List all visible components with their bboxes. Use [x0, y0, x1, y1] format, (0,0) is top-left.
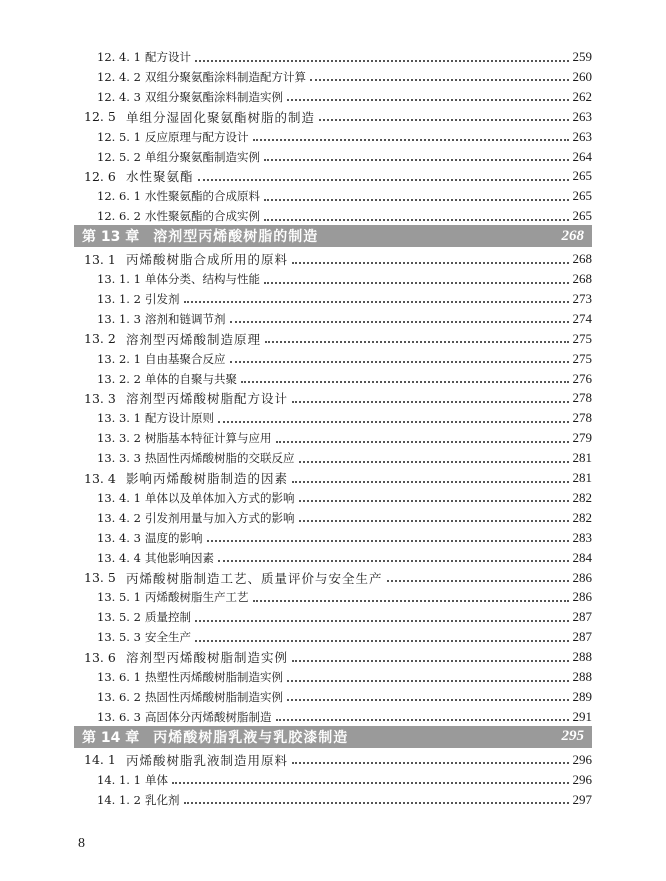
entry-title: 溶剂型丙烯酸制造原理	[126, 331, 262, 347]
entry-page: 262	[572, 88, 592, 104]
toc-subsection[interactable]	[97, 87, 592, 107]
entry-title: 丙烯酸树脂乳液制造用原料	[126, 752, 289, 768]
entry-number: 13. 6. 3	[97, 709, 141, 724]
leader-dots	[195, 619, 569, 622]
chapter-label: 第 13 章	[82, 229, 140, 246]
entry-title: 其他影响因素	[145, 550, 214, 565]
entry-page: 265	[572, 188, 592, 204]
chapter-heading	[74, 225, 592, 247]
toc-subsection[interactable]	[97, 349, 592, 369]
leader-dots	[299, 519, 569, 522]
entry-page: 263	[572, 128, 592, 144]
entry-page: 259	[572, 49, 592, 64]
entry-number: 12. 6. 1	[97, 189, 141, 204]
entry-number: 13. 6	[84, 649, 116, 665]
entry-number: 12. 5. 1	[97, 129, 141, 144]
chapter-title: 溶剂型丙烯酸树脂的制造	[153, 229, 319, 246]
entry-number: 13. 3. 3	[97, 451, 141, 466]
entry-page: 274	[572, 310, 592, 326]
leader-dots	[319, 118, 568, 121]
entry-number: 13. 3	[84, 390, 116, 406]
entry-number: 13. 4. 3	[97, 530, 141, 545]
chapter-title: 丙烯酸树脂乳液与乳胶漆制造	[153, 729, 349, 746]
leader-dots	[218, 559, 569, 562]
toc-subsection[interactable]	[97, 687, 592, 707]
entry-page: 286	[572, 569, 592, 585]
entry-number: 13. 5	[84, 570, 116, 585]
entry-page: 283	[572, 529, 592, 545]
leader-dots	[264, 158, 569, 161]
toc-subsection[interactable]	[97, 448, 592, 468]
leader-dots	[172, 781, 569, 784]
entry-title: 单体	[145, 772, 168, 787]
entry-page: 273	[572, 290, 592, 306]
entry-title: 质量控制	[145, 610, 191, 625]
entry-title: 自由基聚合反应	[145, 351, 226, 366]
entry-number: 12. 6	[84, 168, 116, 184]
entry-number: 12. 5	[84, 109, 116, 125]
entry-number: 13. 1. 2	[97, 291, 141, 306]
entry-page: 278	[572, 390, 592, 406]
toc-section[interactable]	[84, 468, 592, 488]
leader-dots	[207, 539, 569, 542]
entry-title: 水性聚氨酯的合成原料	[145, 189, 260, 204]
chapter-label: 第 14 章	[82, 729, 140, 746]
entry-title: 乳化剂	[145, 792, 180, 807]
leader-dots	[253, 138, 569, 141]
leader-dots	[253, 599, 569, 602]
entry-page: 287	[572, 629, 592, 645]
leader-dots	[276, 718, 569, 721]
entry-title: 热塑性丙烯酸树脂制造实例	[145, 670, 283, 684]
leader-dots	[241, 380, 569, 383]
entry-page: 275	[572, 350, 592, 366]
entry-number: 13. 6. 1	[97, 670, 141, 684]
toc-subsection[interactable]	[97, 428, 592, 448]
leader-dots	[195, 59, 569, 62]
entry-page: 281	[572, 450, 592, 466]
entry-number: 13. 1	[84, 251, 116, 267]
entry-number: 13. 2. 2	[97, 371, 141, 386]
leader-dots	[264, 281, 569, 284]
entry-page: 282	[572, 489, 592, 505]
entry-title: 单体分类、结构与性能	[145, 272, 260, 286]
entry-page: 296	[572, 751, 592, 767]
toc-subsection[interactable]	[97, 186, 592, 206]
toc-section[interactable]	[84, 568, 592, 588]
entry-number: 14. 1	[84, 752, 116, 768]
toc-subsection[interactable]	[97, 627, 592, 647]
entry-page: 264	[572, 148, 592, 164]
entry-number: 12. 6. 2	[97, 209, 141, 224]
leader-dots	[292, 659, 568, 662]
entry-number: 13. 5. 3	[97, 630, 141, 645]
leader-dots	[387, 579, 569, 582]
chapter-page: 268	[561, 227, 584, 244]
leader-dots	[264, 218, 569, 221]
entry-page: 288	[572, 669, 592, 684]
entry-title: 热固性丙烯酸树脂制造实例	[145, 689, 283, 704]
leader-dots	[198, 178, 569, 181]
leader-dots	[195, 639, 569, 642]
leader-dots	[287, 679, 569, 682]
entry-title: 单组分湿固化聚氨酯树脂的制造	[126, 109, 316, 125]
entry-title: 丙烯酸树脂制造工艺、质量评价与安全生产	[126, 570, 383, 586]
toc-subsection[interactable]	[97, 508, 592, 528]
entry-number: 13. 2. 1	[97, 351, 141, 366]
entry-number: 13. 1. 1	[97, 272, 141, 286]
entry-title: 温度的影响	[145, 530, 203, 545]
entry-title: 热固性丙烯酸树脂的交联反应	[145, 451, 295, 466]
entry-title: 丙烯酸树脂生产工艺	[145, 590, 249, 605]
toc-subsection[interactable]	[97, 587, 592, 607]
leader-dots	[292, 261, 568, 264]
entry-number: 13. 3. 1	[97, 411, 141, 426]
entry-title: 树脂基本特征计算与应用	[145, 431, 272, 446]
toc-subsection[interactable]	[97, 790, 592, 810]
entry-title: 水性聚氨酯的合成实例	[145, 209, 260, 224]
entry-page: 291	[572, 708, 592, 724]
leader-dots	[184, 300, 569, 303]
entry-page: 275	[572, 330, 592, 346]
leader-dots	[276, 440, 569, 443]
toc-subsection[interactable]	[97, 47, 592, 67]
entry-title: 单体的自聚与共聚	[145, 371, 237, 386]
entry-number: 13. 4. 2	[97, 510, 141, 525]
entry-title: 引发剂	[145, 291, 180, 306]
entry-number: 14. 1. 1	[97, 772, 141, 787]
entry-page: 284	[572, 549, 592, 565]
entry-number: 13. 2	[84, 331, 116, 347]
leader-dots	[230, 360, 569, 363]
entry-number: 12. 4. 3	[97, 89, 141, 104]
entry-page: 279	[572, 430, 592, 446]
entry-page: 265	[572, 208, 592, 224]
toc-subsection[interactable]	[97, 408, 592, 428]
toc-section[interactable]	[84, 750, 592, 770]
leader-dots	[264, 198, 569, 201]
toc-subsection[interactable]	[97, 488, 592, 508]
entry-page: 260	[572, 68, 592, 84]
entry-title: 高固体分丙烯酸树脂制造	[145, 709, 272, 724]
chapter-page: 295	[561, 728, 584, 745]
entry-page: 287	[572, 609, 592, 625]
toc-section[interactable]	[84, 166, 592, 186]
entry-number: 13. 1. 3	[97, 311, 141, 326]
page-number: 8	[78, 836, 85, 851]
entry-title: 配方设计原则	[145, 411, 214, 426]
entry-title: 配方设计	[145, 50, 191, 64]
entry-title: 水性聚氨酯	[126, 169, 194, 185]
entry-number: 13. 6. 2	[97, 689, 141, 704]
entry-title: 引发剂用量与加入方式的影响	[145, 510, 295, 525]
entry-page: 281	[572, 470, 592, 485]
toc-subsection[interactable]	[97, 269, 592, 289]
toc-subsection[interactable]	[97, 147, 592, 167]
leader-dots	[218, 420, 569, 423]
leader-dots	[292, 480, 568, 483]
toc-subsection[interactable]	[97, 707, 592, 727]
entry-title: 单组分聚氨酯制造实例	[145, 149, 260, 164]
entry-title: 溶剂型丙烯酸树脂制造实例	[126, 650, 289, 666]
entry-page: 297	[572, 791, 592, 807]
leader-dots	[310, 78, 569, 81]
leader-dots	[287, 98, 569, 101]
leader-dots	[292, 761, 568, 764]
entry-page: 276	[572, 370, 592, 386]
entry-page: 288	[572, 649, 592, 665]
toc-subsection[interactable]	[97, 206, 592, 226]
leader-dots	[287, 698, 569, 701]
entry-title: 单体以及单体加入方式的影响	[145, 490, 295, 505]
entry-page: 286	[572, 589, 592, 605]
leader-dots	[265, 340, 568, 343]
entry-number: 12. 4. 2	[97, 69, 141, 84]
entry-title: 溶剂和链调节剂	[145, 311, 226, 326]
entry-number: 13. 4	[84, 470, 116, 486]
toc-subsection[interactable]	[97, 127, 592, 147]
entry-title: 丙烯酸树脂合成所用的原料	[126, 252, 289, 268]
toc-subsection[interactable]	[97, 607, 592, 627]
entry-number: 13. 5. 1	[97, 590, 141, 605]
entry-page: 289	[572, 688, 592, 704]
toc-subsection[interactable]	[97, 548, 592, 568]
toc-section[interactable]	[84, 647, 592, 667]
entry-title: 反应原理与配方设计	[145, 129, 249, 144]
toc-subsection[interactable]	[97, 369, 592, 389]
entry-title: 影响丙烯酸树脂制造的因素	[126, 471, 289, 486]
entry-title: 安全生产	[145, 630, 191, 645]
leader-dots	[292, 400, 568, 403]
toc-section[interactable]	[84, 107, 592, 127]
entry-page: 282	[572, 509, 592, 525]
entry-number: 12. 5. 2	[97, 149, 141, 164]
entry-number: 13. 4. 1	[97, 490, 141, 505]
entry-number: 13. 4. 4	[97, 550, 141, 565]
toc-subsection[interactable]	[97, 67, 592, 87]
entry-title: 溶剂型丙烯酸树脂配方设计	[126, 391, 289, 407]
toc-section[interactable]	[84, 249, 592, 269]
entry-page: 296	[572, 771, 592, 787]
entry-number: 13. 5. 2	[97, 610, 141, 625]
leader-dots	[299, 460, 569, 463]
entry-title: 双组分聚氨酯涂料制造配方计算	[145, 69, 306, 84]
toc-subsection[interactable]	[97, 309, 592, 329]
toc-subsection[interactable]	[97, 528, 592, 548]
entry-page: 278	[572, 410, 592, 426]
toc-section[interactable]	[84, 388, 592, 408]
entry-page: 263	[572, 108, 592, 124]
entry-number: 13. 3. 2	[97, 431, 141, 446]
leader-dots	[184, 801, 569, 804]
leader-dots	[299, 499, 569, 502]
entry-page: 265	[572, 168, 592, 184]
entry-page: 268	[572, 251, 592, 267]
toc-subsection[interactable]	[97, 770, 592, 790]
toc-subsection[interactable]	[97, 289, 592, 309]
toc-section[interactable]	[84, 329, 592, 349]
entry-title: 双组分聚氨酯涂料制造实例	[145, 89, 283, 104]
entry-number: 12. 4. 1	[97, 50, 141, 64]
entry-number: 14. 1. 2	[97, 792, 141, 807]
entry-page: 268	[572, 271, 592, 286]
toc-subsection[interactable]	[97, 667, 592, 687]
leader-dots	[230, 320, 569, 323]
chapter-heading	[74, 726, 592, 748]
